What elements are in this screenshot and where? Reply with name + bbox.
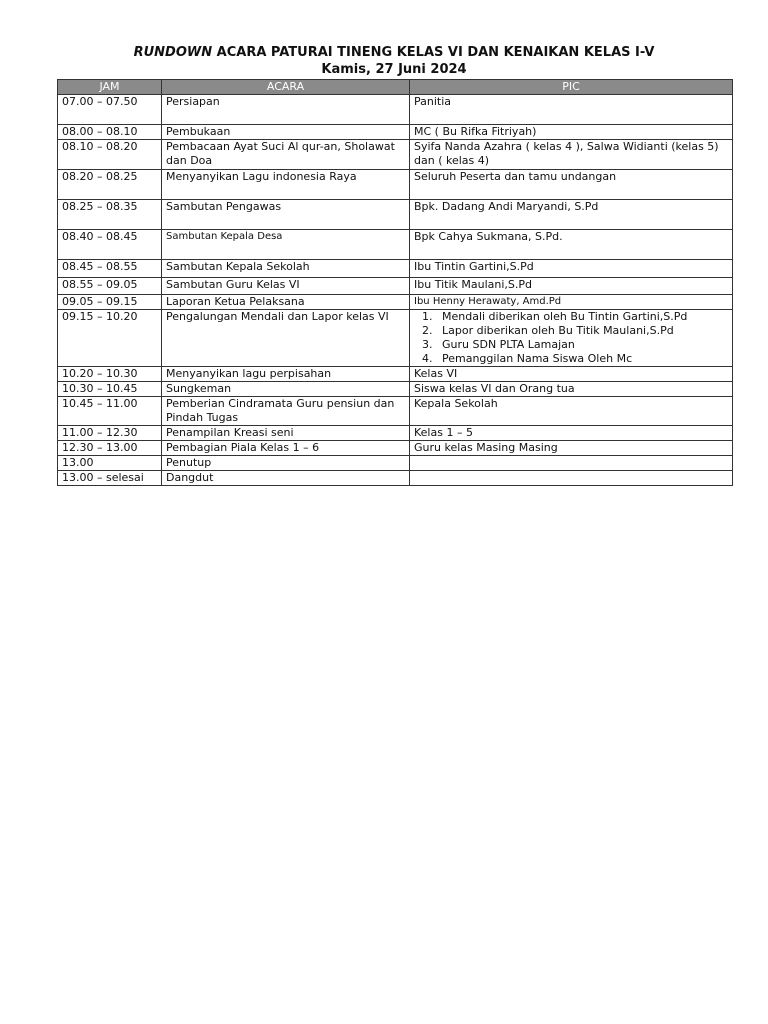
cell-jam: 08.45 – 08.55: [58, 260, 162, 278]
cell-acara: Pembacaan Ayat Suci Al qur-an, Sholawat dan Doa: [162, 140, 410, 170]
cell-jam: 09.05 – 09.15: [58, 295, 162, 310]
list-item: 1. Mendali diberikan oleh Bu Tintin Gartini,S.Pd: [436, 310, 732, 324]
header-acara: ACARA: [162, 80, 410, 95]
table-row: [58, 471, 733, 486]
cell-acara: Pembukaan: [162, 125, 410, 140]
cell-jam: 07.00 – 07.50: [58, 95, 162, 125]
cell-jam: 08.55 – 09.05: [58, 278, 162, 295]
cell-acara: Menyanyikan Lagu indonesia Raya: [162, 170, 410, 200]
cell-jam: 08.00 – 08.10: [58, 125, 162, 140]
cell-acara: Penampilan Kreasi seni: [162, 426, 410, 441]
title-italic: RUNDOWN: [133, 45, 213, 60]
cell-jam: 10.45 – 11.00: [58, 397, 162, 426]
table-row: [58, 125, 733, 140]
table-row: [58, 441, 733, 456]
cell-acara: Sambutan Pengawas: [162, 200, 410, 230]
cell-pic: Panitia: [410, 95, 733, 125]
title-rest: ACARA PATURAI TINENG KELAS VI DAN KENAIKAN KELAS I-V: [216, 45, 655, 60]
list-item: 4. Pemanggilan Nama Siswa Oleh Mc: [436, 352, 732, 366]
cell-jam: 08.25 – 08.35: [58, 200, 162, 230]
cell-pic: [410, 456, 733, 471]
header-jam: JAM: [58, 80, 162, 95]
table-row: [58, 200, 733, 230]
table-row: [58, 456, 733, 471]
cell-pic: Kelas VI: [410, 367, 733, 382]
cell-acara: Menyanyikan lagu perpisahan: [162, 367, 410, 382]
cell-jam: 09.15 – 10.20: [58, 310, 162, 367]
cell-jam: 08.40 – 08.45: [58, 230, 162, 260]
cell-pic: [410, 310, 733, 367]
cell-pic: Seluruh Peserta dan tamu undangan: [410, 170, 733, 200]
title-date: Kamis, 27 Juni 2024: [321, 62, 467, 77]
cell-jam: 10.30 – 10.45: [58, 382, 162, 397]
title-line-1: [0, 44, 768, 61]
table-row: [58, 397, 733, 426]
cell-pic: MC ( Bu Rifka Fitriyah): [410, 125, 733, 140]
cell-acara: Pembagian Piala Kelas 1 – 6: [162, 441, 410, 456]
table-row: [58, 95, 733, 125]
table-row: [58, 170, 733, 200]
cell-acara: Sungkeman: [162, 382, 410, 397]
cell-pic: Ibu Tintin Gartini,S.Pd: [410, 260, 733, 278]
cell-acara: Sambutan Kepala Sekolah: [162, 260, 410, 278]
table-row: [58, 426, 733, 441]
cell-pic: Siswa kelas VI dan Orang tua: [410, 382, 733, 397]
table-header-row: [58, 80, 733, 95]
table-row: [58, 230, 733, 260]
cell-acara: Sambutan Guru Kelas VI: [162, 278, 410, 295]
cell-pic: Kelas 1 – 5: [410, 426, 733, 441]
cell-acara: Pemberian Cindramata Guru pensiun dan Pindah Tugas: [162, 397, 410, 426]
cell-pic: Bpk. Dadang Andi Maryandi, S.Pd: [410, 200, 733, 230]
header-pic: PIC: [410, 80, 733, 95]
cell-jam: 10.20 – 10.30: [58, 367, 162, 382]
table-row: [58, 382, 733, 397]
cell-pic: Ibu Titik Maulani,S.Pd: [410, 278, 733, 295]
cell-jam: 11.00 – 12.30: [58, 426, 162, 441]
table-row: [58, 260, 733, 278]
cell-acara: Penutup: [162, 456, 410, 471]
table-row: [58, 278, 733, 295]
cell-acara: Persiapan: [162, 95, 410, 125]
cell-jam: 12.30 – 13.00: [58, 441, 162, 456]
document-title: [0, 44, 768, 78]
cell-pic: Bpk Cahya Sukmana, S.Pd.: [410, 230, 733, 260]
cell-jam: 13.00: [58, 456, 162, 471]
list-item: 3. Guru SDN PLTA Lamajan: [436, 338, 732, 352]
cell-acara: Laporan Ketua Pelaksana: [162, 295, 410, 310]
cell-pic: Ibu Henny Herawaty, Amd.Pd: [410, 295, 733, 310]
cell-jam: 08.10 – 08.20: [58, 140, 162, 170]
cell-jam: 13.00 – selesai: [58, 471, 162, 486]
cell-pic: Syifa Nanda Azahra ( kelas 4 ), Salwa Widianti (kelas 5) dan ( kelas 4): [410, 140, 733, 170]
pic-numbered-list: [414, 310, 732, 366]
cell-acara: Dangdut: [162, 471, 410, 486]
cell-jam: 08.20 – 08.25: [58, 170, 162, 200]
list-item: 2. Lapor diberikan oleh Bu Titik Maulani,S.Pd: [436, 324, 732, 338]
table-row: [58, 140, 733, 170]
table-row: [58, 310, 733, 367]
table-row: [58, 367, 733, 382]
cell-pic: Guru kelas Masing Masing: [410, 441, 733, 456]
table-row: [58, 295, 733, 310]
rundown-table: [57, 79, 733, 486]
cell-pic: [410, 471, 733, 486]
cell-pic: Kepala Sekolah: [410, 397, 733, 426]
cell-acara: Pengalungan Mendali dan Lapor kelas VI: [162, 310, 410, 367]
cell-acara: Sambutan Kepala Desa: [162, 230, 410, 260]
